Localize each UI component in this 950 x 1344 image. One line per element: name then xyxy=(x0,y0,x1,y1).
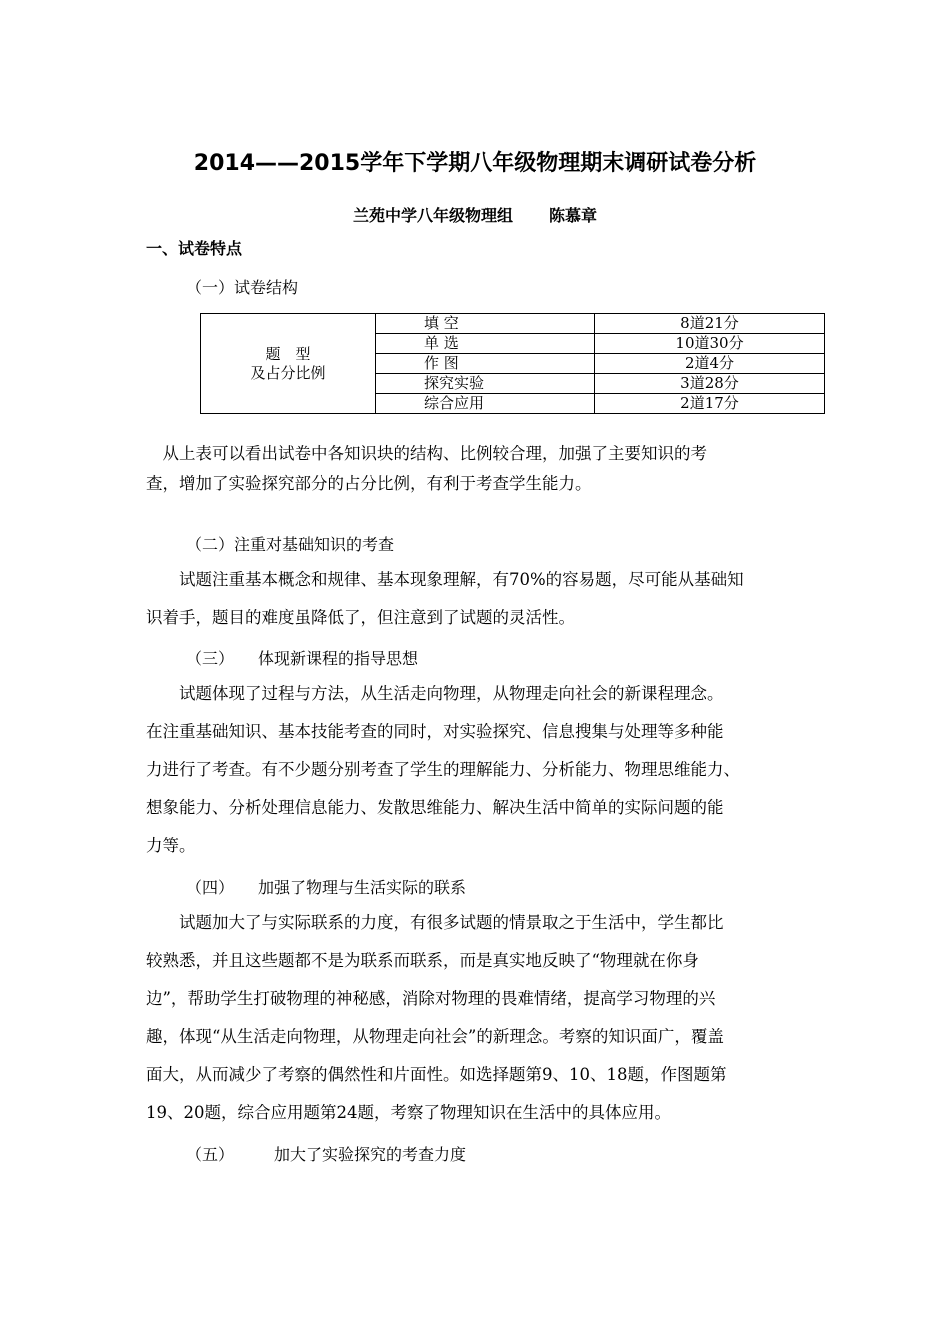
author-line xyxy=(0,203,950,226)
document-title: 2014——2015学年下学期八年级物理期末调研试卷分析 xyxy=(193,151,757,176)
table-type-cell: 综合应用 xyxy=(376,394,595,414)
table-value-cell: 10道30分 xyxy=(595,334,825,354)
paragraph-line: 试题注重基本概念和规律、基本现象理解，有70%的容易题，尽可能从基础知 xyxy=(146,570,744,589)
table-value-cell: 8道21分 xyxy=(595,314,825,334)
table-row xyxy=(201,314,825,334)
paragraph-line: 查，增加了实验探究部分的占分比例，有利于考查学生能力。 xyxy=(146,474,592,493)
table-value-cell: 2道17分 xyxy=(595,394,825,414)
paragraph-line: 想象能力、分析处理信息能力、发散思维能力、解决生活中简单的实际问题的能 xyxy=(146,798,724,817)
sub5-heading: （五） 加大了实验探究的考查力度 xyxy=(186,1145,467,1164)
paragraph-line: 较熟悉，并且这些题都不是为联系而联系，而是真实地反映了“物理就在你身 xyxy=(146,951,699,970)
paragraph-line: 力进行了考查。有不少题分别考查了学生的理解能力、分析能力、物理思维能力、 xyxy=(146,760,740,779)
table-value-cell: 2道4分 xyxy=(595,354,825,374)
sub2-heading: （二）注重对基础知识的考查 xyxy=(186,535,395,554)
table-type-cell: 单 选 xyxy=(376,334,595,354)
paragraph-line: 19、20题，综合应用题第24题，考察了物理知识在生活中的具体应用。 xyxy=(146,1103,671,1122)
table-type-cell: 探究实验 xyxy=(376,374,595,394)
structure-table xyxy=(200,313,825,414)
table-label-cell xyxy=(201,314,376,414)
sub1-heading: （一）试卷结构 xyxy=(186,278,299,297)
paragraph-line: 在注重基础知识、基本技能考查的同时，对实验探究、信息搜集与处理等多种能 xyxy=(146,722,724,741)
author-name: 陈慕章 xyxy=(549,206,598,225)
paragraph-line: 趣，体现“从生活走向物理，从物理走向社会”的新理念。考察的知识面广，覆盖 xyxy=(146,1027,724,1046)
paragraph-3 xyxy=(146,675,810,865)
paragraph-4 xyxy=(146,904,810,1132)
table-type-cell: 填 空 xyxy=(376,314,595,334)
table-label-line1: 题 型 xyxy=(265,344,311,363)
table-label-line2: 及占分比例 xyxy=(250,363,326,382)
paragraph-1 xyxy=(146,439,810,499)
paragraph-line: 面大，从而减少了考察的偶然性和片面性。如选择题第9、10、18题，作图题第 xyxy=(146,1065,727,1084)
table-type-cell: 作 图 xyxy=(376,354,595,374)
paragraph-line: 试题加大了与实际联系的力度，有很多试题的情景取之于生活中，学生都比 xyxy=(146,913,724,932)
paragraph-line: 试题体现了过程与方法，从生活走向物理，从物理走向社会的新课程理念。 xyxy=(146,684,724,703)
table-value-cell: 3道28分 xyxy=(595,374,825,394)
sub4-heading: （四） 加强了物理与生活实际的联系 xyxy=(186,878,467,897)
sub3-heading: （三） 体现新课程的指导思想 xyxy=(186,649,419,668)
paragraph-line: 从上表可以看出试卷中各知识块的结构、比例较合理，加强了主要知识的考 xyxy=(146,444,707,463)
section1-heading: 一、试卷特点 xyxy=(146,239,243,258)
paragraph-line: 边”，帮助学生打破物理的神秘感，消除对物理的畏难情绪，提高学习物理的兴 xyxy=(146,989,716,1008)
author-org: 兰苑中学八年级物理组 xyxy=(352,206,513,225)
paragraph-line: 力等。 xyxy=(146,836,196,855)
paragraph-line: 识着手，题目的难度虽降低了，但注意到了试题的灵活性。 xyxy=(146,608,575,627)
paragraph-2 xyxy=(146,561,810,637)
